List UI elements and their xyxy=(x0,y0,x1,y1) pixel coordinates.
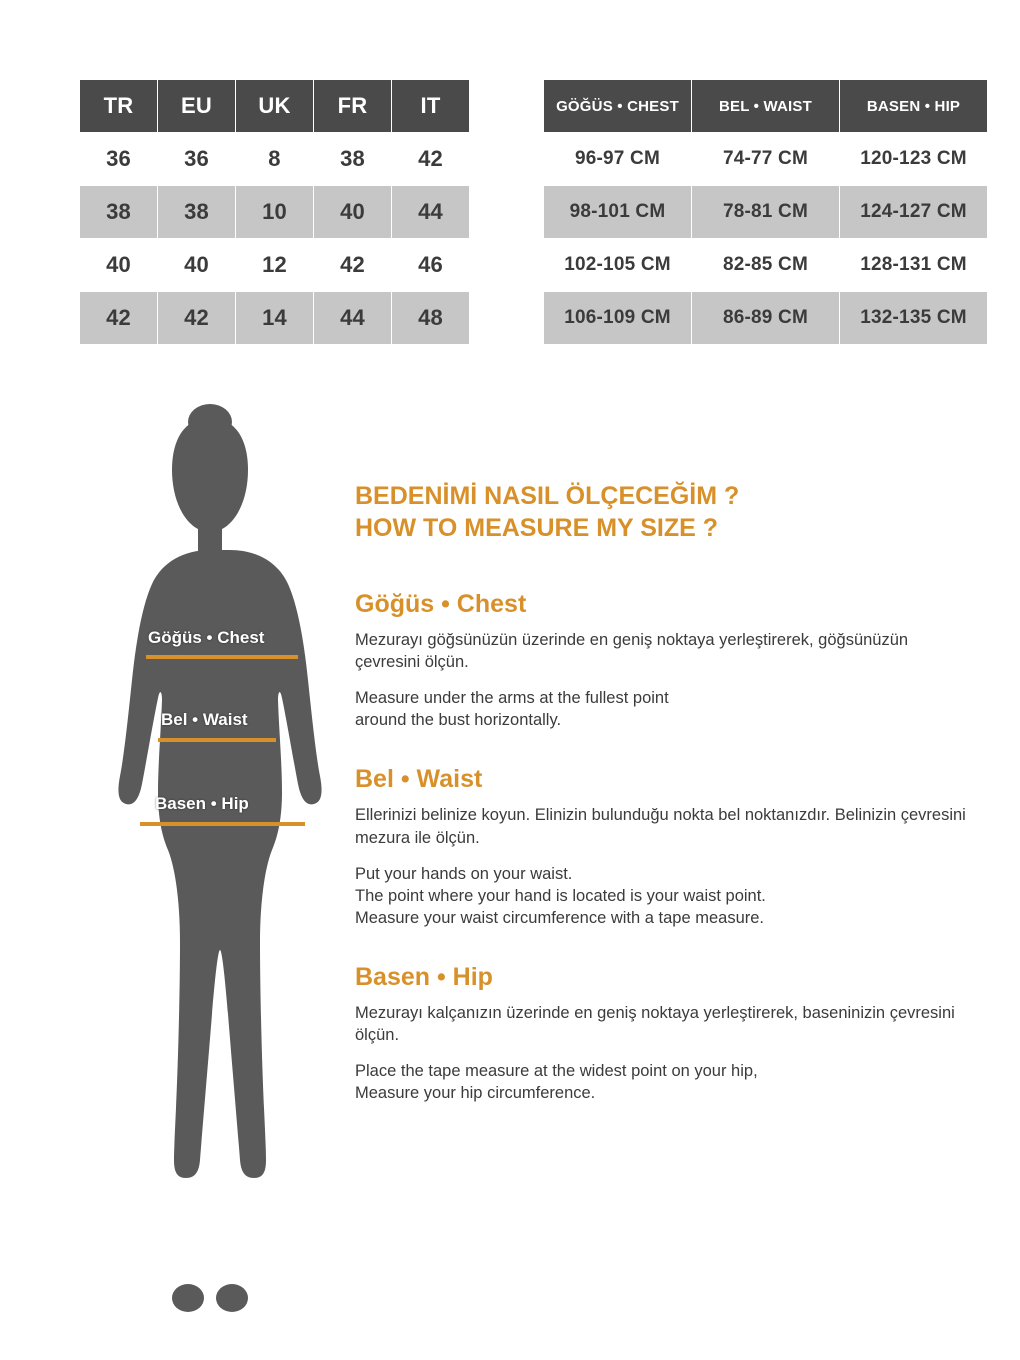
table-cell: 10 xyxy=(236,186,313,238)
chest-measure-line xyxy=(146,655,298,659)
table-cell: 36 xyxy=(158,133,235,185)
table-row xyxy=(80,186,470,238)
table-cell: 132-135 CM xyxy=(840,292,987,344)
table-cell: 42 xyxy=(314,239,391,291)
female-silhouette-icon xyxy=(60,400,360,1320)
waist-measure-line xyxy=(158,738,276,742)
table-cell: 102-105 CM xyxy=(544,239,691,291)
size-conversion-table xyxy=(80,80,470,345)
section-text-waist-en: Put your hands on your waist. The point where your hand is located is your waist point. Measure your waist circumference with a tape measure. xyxy=(355,864,766,927)
table-row xyxy=(80,133,470,185)
table-cell: 98-101 CM xyxy=(544,186,691,238)
section-title-hip: Basen • Hip xyxy=(355,962,493,991)
table-cell: 38 xyxy=(80,186,157,238)
section-text-chest-tr: Mezurayı göğsünüzün üzerinde en geniş noktaya yerleştirerek, göğsünüzün çevresini ölçün. xyxy=(355,631,909,672)
body-figure xyxy=(60,400,360,1320)
instructions-panel xyxy=(355,480,975,1132)
table-cell: 40 xyxy=(80,239,157,291)
table-cell: 124-127 CM xyxy=(840,186,987,238)
table-cell: 40 xyxy=(314,186,391,238)
section-text-waist-tr: Ellerinizi belinize koyun. Elinizin bulunduğu nokta bel noktanızdır. Belinizin çevresini mezura ile ölçün. xyxy=(355,806,966,847)
table-row xyxy=(544,133,988,185)
page-title-en: HOW TO MEASURE MY SIZE ? xyxy=(355,514,718,542)
table-cell: 128-131 CM xyxy=(840,239,987,291)
table-cell: 12 xyxy=(236,239,313,291)
column-header: BEL • WAIST xyxy=(692,80,839,132)
table-cell: 14 xyxy=(236,292,313,344)
table-cell: 120-123 CM xyxy=(840,133,987,185)
table-row xyxy=(544,292,988,344)
table-cell: 42 xyxy=(158,292,235,344)
table-cell: 96-97 CM xyxy=(544,133,691,185)
table-cell: 74-77 CM xyxy=(692,133,839,185)
section-text-hip-en: Place the tape measure at the widest point on your hip, Measure your hip circumference. xyxy=(355,1062,758,1103)
table-cell: 44 xyxy=(314,292,391,344)
hip-measure-line xyxy=(140,822,305,826)
table-cell: 78-81 CM xyxy=(692,186,839,238)
table-header-row xyxy=(544,80,988,132)
table-row xyxy=(544,186,988,238)
table-cell: 40 xyxy=(158,239,235,291)
section-waist xyxy=(355,765,975,929)
column-header: UK xyxy=(236,80,313,132)
figure-label-chest: Göğüs • Chest xyxy=(148,628,265,647)
table-cell: 42 xyxy=(392,133,469,185)
table-cell: 42 xyxy=(80,292,157,344)
table-header-row xyxy=(80,80,470,132)
column-header: BASEN • HIP xyxy=(840,80,987,132)
section-chest xyxy=(355,590,975,731)
table-row xyxy=(80,239,470,291)
column-header: GÖĞÜS • CHEST xyxy=(544,80,691,132)
page-title-tr: BEDENİMİ NASIL ÖLÇECEĞİM ? xyxy=(355,482,740,510)
table-cell: 38 xyxy=(158,186,235,238)
section-hip xyxy=(355,963,975,1104)
column-header: TR xyxy=(80,80,157,132)
table-cell: 38 xyxy=(314,133,391,185)
table-cell: 82-85 CM xyxy=(692,239,839,291)
column-header: EU xyxy=(158,80,235,132)
column-header: FR xyxy=(314,80,391,132)
body-measurements-table xyxy=(544,80,988,345)
figure-label-hip: Basen • Hip xyxy=(155,794,249,813)
table-cell: 8 xyxy=(236,133,313,185)
table-row xyxy=(80,292,470,344)
table-row xyxy=(544,239,988,291)
table-cell: 44 xyxy=(392,186,469,238)
figure-label-waist: Bel • Waist xyxy=(161,710,248,729)
section-text-hip-tr: Mezurayı kalçanızın üzerinde en geniş noktaya yerleştirerek, baseninizin çevresini ölçün. xyxy=(355,1003,955,1045)
page-title xyxy=(355,480,975,544)
section-text-chest-en: Measure under the arms at the fullest point around the bust horizontally. xyxy=(355,689,669,730)
table-cell: 106-109 CM xyxy=(544,292,691,344)
table-cell: 46 xyxy=(392,239,469,291)
table-cell: 86-89 CM xyxy=(692,292,839,344)
section-title-waist: Bel • Waist xyxy=(355,765,483,794)
column-header: IT xyxy=(392,80,469,132)
size-tables xyxy=(0,80,1020,345)
table-cell: 36 xyxy=(80,133,157,185)
section-title-chest: Göğüs • Chest xyxy=(355,590,527,618)
table-cell: 48 xyxy=(392,292,469,344)
